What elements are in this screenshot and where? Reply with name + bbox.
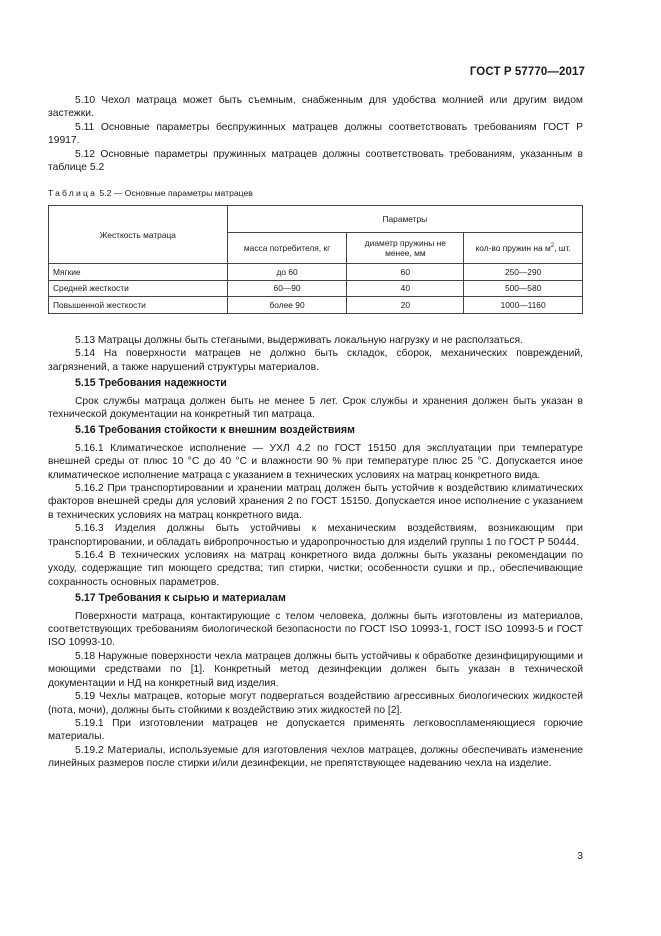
heading-5-15: 5.15 Требования надежности: [75, 377, 227, 390]
cell-count: 500—580: [464, 280, 583, 297]
paragraph-5-16-1: 5.16.1 Климатическое исполнение — УХЛ 4.2 по ГОСТ 15150 для эксплуатации при температуре внешней среды от плюс 10 °С до 40 °С и влажности 90 % при температуре плюс 25 °С. Допускается иное климатическое исполнение матраца с указанием в технических условиях на матрац конкретного вида.: [48, 442, 583, 481]
cell-mass: 60—90: [227, 280, 347, 297]
paragraph-5-16-2: 5.16.2 При транспортировании и хранении матрац должен быть устойчив к воздействию климатических факторов внешней среды для условий хранения 2 по ГОСТ 15150. Допускается иное исполнение с указанием в технических условиях на матрац конкретного вида.: [48, 483, 583, 521]
cell-mass: более 90: [227, 297, 347, 314]
paragraph-5-16-4: 5.16.4 В технических условиях на матрац конкретного вида должны быть указаны рекомендации по уходу, содержащие тип моющего средства; тип стирки, чистки; особенности сушки и пр., обеспечивающие сохранность основных параметров.: [48, 550, 583, 588]
paragraph-5-16-3: 5.16.3 Изделия должны быть устойчивы к механическим воздействиям, возникающим при транспортировании, и обладать вибропрочностью и ударопрочностью для изделий группы 1 по ГОСТ Р 50444.: [48, 523, 583, 548]
table-caption: [48, 188, 583, 199]
cell-stiffness: Мягкие: [49, 264, 228, 281]
header-count-suffix: , шт.: [554, 243, 571, 254]
table-row: [49, 264, 583, 281]
paragraph-5-11: 5.11 Основные параметры беспружинных матрацев должны соответствовать требованиям ГОСТ Р 19917.: [48, 121, 583, 147]
page-number: 3: [577, 851, 583, 862]
cell-count: 1000—1160: [464, 297, 583, 314]
table-row: [49, 280, 583, 297]
table-caption-label: Таблица: [48, 188, 98, 199]
cell-diameter: 20: [347, 297, 464, 314]
paragraph-5-18: 5.18 Наружные поверхности чехла матрацев должны быть устойчивы к обработке дезинфицирующими и моющими средствами по [1]. Конкретный метод дезинфекции должен быть указан в технической документации и НД на конкретный вид изделия.: [48, 650, 583, 689]
paragraph-5-10: 5.10 Чехол матраца может быть съемным, снабженным для удобства молнией или другим видом застежки.: [48, 95, 583, 120]
mattress-parameters-table: [48, 205, 583, 314]
paragraph-5-19-2: 5.19.2 Материалы, используемые для изготовления чехлов матрацев, должны обеспечивать изменение линейных размеров после стирки и/или дезинфекции, не препятствующее надеванию чехла на изделие.: [48, 744, 583, 770]
paragraph-5-17-body: Поверхности матраца, контактирующие с телом человека, должны быть изготовлены из материалов, соответствующих требованиям биологической безопасности по ГОСТ ISO 10993-1, ГОСТ ISO 10993-5 и ГОСТ ISO 10993-10.: [48, 610, 583, 649]
paragraph-5-15-body: Срок службы матраца должен быть не менее 5 лет. Срок службы и хранения должен быть указан в технической документации на конкретный тип матраца.: [48, 395, 583, 420]
paragraph-5-14: 5.14 На поверхности матрацев не должно быть складок, сборок, механических повреждений, загрязнений, а также нарушений структуры материалов.: [48, 348, 583, 373]
paragraph-5-19: 5.19 Чехлы матрацев, которые могут подвергаться воздействию агрессивных биологических жидкостей (пота, мочи), должны быть стойкими к воздействию этих жидкостей по [2].: [48, 691, 583, 716]
cell-diameter: 40: [347, 280, 464, 297]
cell-stiffness: Средней жесткости: [49, 280, 228, 297]
heading-5-16: 5.16 Требования стойкости к внешним воздействиям: [75, 424, 355, 437]
cell-diameter: 60: [347, 264, 464, 281]
header-parameters: Параметры: [227, 206, 582, 233]
header-stiffness: Жесткость матраца: [49, 206, 228, 264]
table-caption-text: 5.2 — Основные параметры матрацев: [97, 188, 253, 199]
page-content: [48, 94, 583, 771]
paragraph-5-13: 5.13 Матрацы должны быть стегаными, выдерживать локальную нагрузку и не расползаться.: [75, 334, 523, 346]
heading-5-17: 5.17 Требования к сырью и материалам: [75, 592, 286, 605]
cell-stiffness: Повышенной жесткости: [49, 297, 228, 314]
cell-mass: до 60: [227, 264, 347, 281]
document-code: ГОСТ Р 57770—2017: [469, 66, 585, 78]
paragraph-5-12: 5.12 Основные параметры пружинных матрацев должны соответствовать требованиям, указанным в таблице 5.2: [48, 148, 583, 174]
paragraph-5-19-1: 5.19.1 При изготовлении матрацев не допускается применять легковоспламеняющиеся горючие материалы.: [48, 717, 583, 743]
header-count-prefix: кол-во пружин на м: [475, 243, 551, 254]
header-mass: масса потребителя, кг: [227, 233, 347, 264]
header-count-sup: 2: [550, 243, 555, 250]
cell-count: 250—290: [464, 264, 583, 281]
header-diameter: диаметр пружины не менее, мм: [347, 233, 464, 264]
table-row: [49, 297, 583, 314]
header-count: [464, 233, 583, 264]
